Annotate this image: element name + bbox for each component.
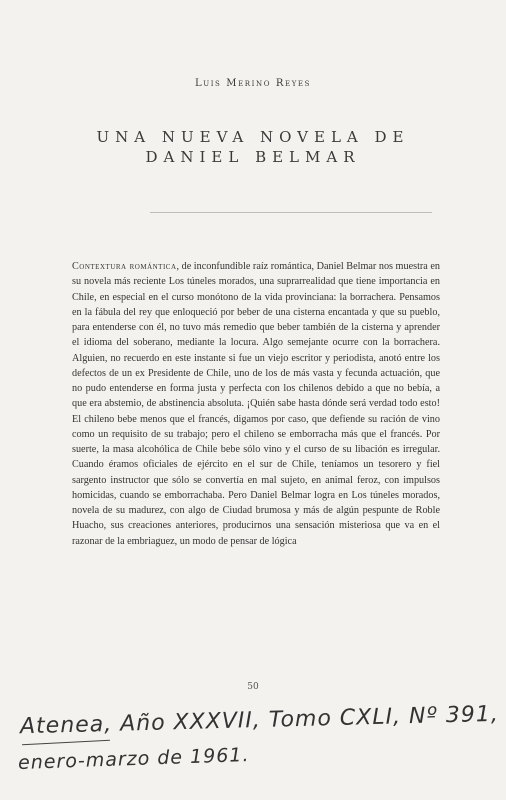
paragraph-lead: Contextura romántica — [72, 261, 177, 272]
handwritten-underline — [22, 740, 110, 746]
body-paragraph — [72, 259, 440, 549]
header-rule — [150, 212, 432, 213]
handwritten-citation-line-2: enero-marzo de 1961. — [17, 743, 250, 775]
paragraph-text: , de inconfundible raíz romántica, Daniel Belmar nos muestra en su novela más reciente Los túneles morados, una suprarrealidad que tiene importancia en Chile, en especial en el curso monótono de la vida provinciana: la borrachera. Pensamos en la fábula del rey que enloqueció por beber de una cisterna encantada y que su pueblo, para entenderse con él, no tuvo más remedio que beber también de la cisterna y aprender el idioma del soberano, mediante la locura. Algo semejante ocurre con la borrachera. Alguien, no recuerdo en este instante si fue un viejo escritor y periodista, anotó entre los defectos de un ex Presidente de Chile, uno de los de más vasta y fecunda actuación, que no pudo entenderse en forma justa y perfecta con los chilenos debido a que no bebía, a que era abstemio, de abstinencia absoluta. ¡Quién sabe hasta dónde será verdad todo esto! El chileno bebe menos que el francés, digamos por caso, que defiende su ración de vino como un requisito de su trabajo; pero el chileno se emborracha más que el francés. Por suerte, la masa alcohólica de Chile bebe sólo vino y el curso de su libación es irregular. Cuando éramos oficiales de ejército en el sur de Chile, teníamos un tesorero y fiel sargento instructor que sólo se convertía en mal sujeto, en animal feroz, con impulsos homicidas, cuando se emborrachaba. Pero Daniel Belmar logra en Los túneles morados, novela de su madurez, con algo de Ciudad brumosa y más de algún pespunte de Roble Huacho, sus creaciones anteriores, producirnos una sensación misteriosa que va en el razonar de la embriaguez, un modo de pensar de lógica — [72, 261, 440, 547]
article-title-line-2: DANIEL BELMAR — [145, 148, 361, 166]
page-number: 50 — [247, 682, 259, 692]
article-title-line-1: UNA NUEVA NOVELA DE — [96, 128, 410, 146]
author-name: Luis Merino Reyes — [194, 78, 312, 89]
handwritten-citation-line-1: Atenea, Año XXXVII, Tomo CXLI, Nº 391, — [19, 701, 500, 740]
